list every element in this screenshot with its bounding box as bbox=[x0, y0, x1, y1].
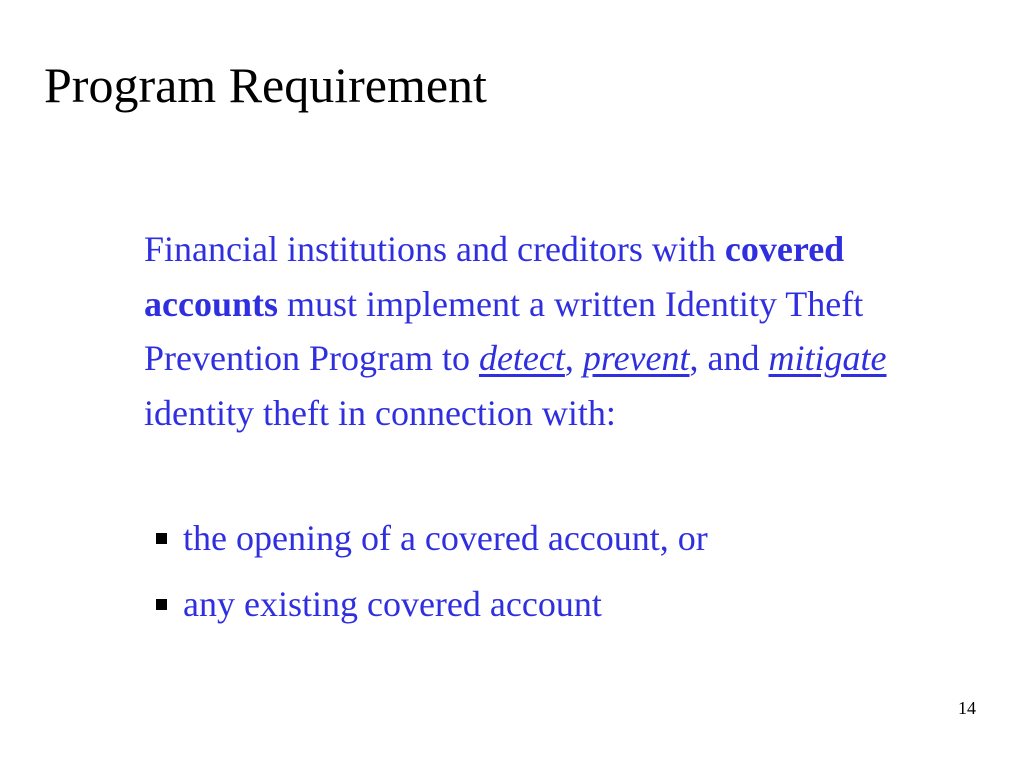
prevent-term: prevent bbox=[582, 338, 690, 378]
square-bullet-icon bbox=[156, 533, 167, 544]
square-bullet-icon bbox=[156, 599, 167, 610]
bullet-item-existing bbox=[156, 571, 708, 637]
paragraph-ending: identity theft in connection with: bbox=[144, 392, 616, 433]
bullet-list bbox=[156, 505, 708, 637]
and-text: , and bbox=[689, 338, 769, 378]
detect-term: detect bbox=[478, 338, 565, 378]
main-paragraph bbox=[144, 222, 974, 440]
space-before-prevent bbox=[574, 338, 583, 378]
paragraph-intro: Financial institutions and creditors with bbox=[144, 229, 725, 269]
bullet-text: any existing covered account bbox=[183, 584, 602, 624]
page-number: 14 bbox=[958, 698, 976, 718]
covered-accounts-term: covered accounts bbox=[144, 229, 845, 324]
bullet-item-opening bbox=[156, 505, 708, 571]
slide-title: Program Requirement bbox=[44, 57, 487, 113]
comma-after-detect: , bbox=[564, 338, 574, 378]
bullet-text: the opening of a covered account, or bbox=[183, 518, 708, 558]
paragraph-after-covered: must implement a written Identity Theft Prevention Program to bbox=[144, 283, 864, 378]
mitigate-term: mitigate bbox=[768, 338, 887, 378]
